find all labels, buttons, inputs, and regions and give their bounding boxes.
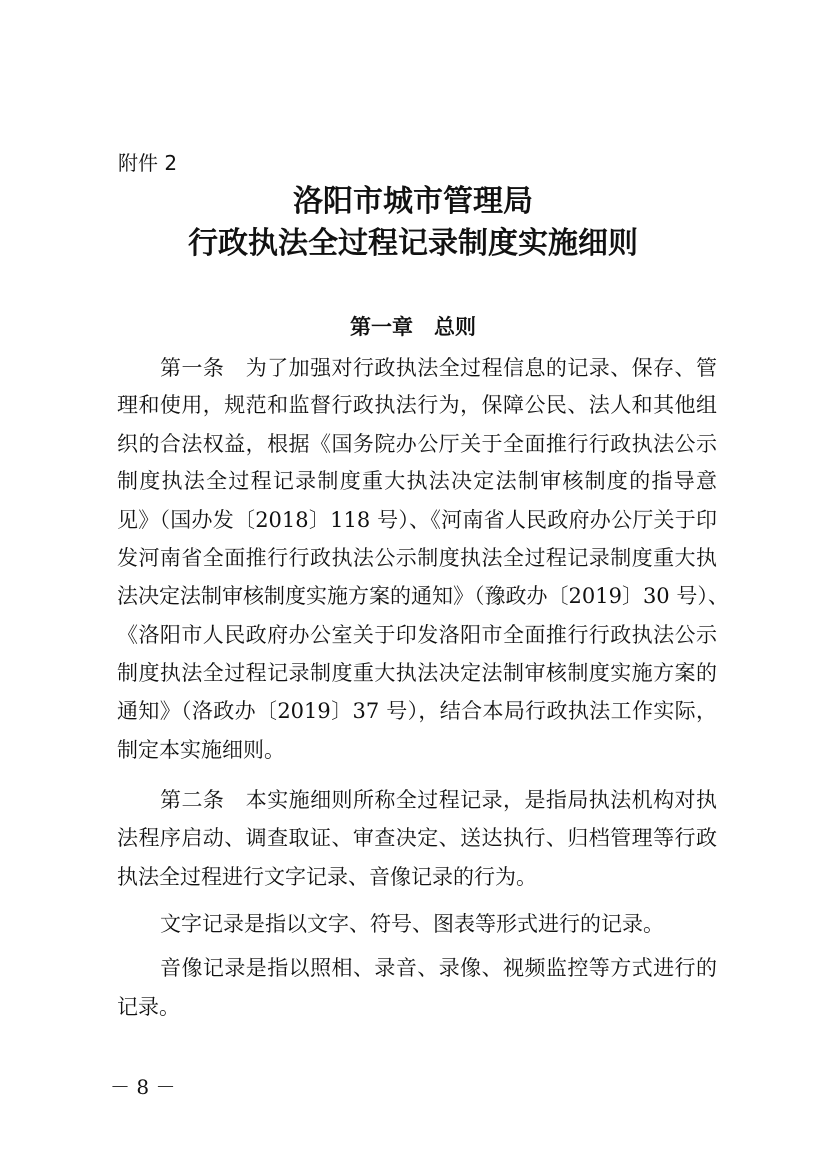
body-line: 制定本实施细则。 — [117, 738, 285, 762]
attachment-label: 附件 2 — [118, 151, 178, 175]
chapter-heading: 第一章 总则 — [350, 315, 476, 339]
body-line: 制度执法全过程记录制度重大执法决定法制审核制度实施方案的 — [117, 661, 717, 685]
body-line: 第二条 本实施细则所称全过程记录，是指局执法机构对执 — [160, 788, 717, 812]
body-line: 制度执法全过程记录制度重大执法决定法制审核制度的指导意 — [117, 469, 717, 493]
body-line: 执法全过程进行文字记录、音像记录的行为。 — [117, 865, 537, 889]
body-line: 发河南省全面推行行政执法公示制度执法全过程记录制度重大执 — [117, 546, 717, 570]
page-number: － 8 － — [110, 1075, 176, 1099]
document-title-line-2: 行政执法全过程记录制度实施细则 — [188, 226, 638, 261]
body-line: 第一条 为了加强对行政执法全过程信息的记录、保存、管 — [160, 356, 717, 380]
body-line: 法程序启动、调查取证、审查决定、送达执行、归档管理等行政 — [117, 826, 717, 850]
body-line: 理和使用，规范和监督行政执法行为，保障公民、法人和其他组 — [117, 393, 717, 417]
body-line: 法决定法制审核制度实施方案的通知》（豫政办〔2019〕30 号）、 — [117, 584, 729, 608]
document-title-line-1: 洛阳市城市管理局 — [293, 184, 533, 219]
body-line: 见》（国办发〔2018〕118 号）、《河南省人民政府办公厅关于印 — [117, 508, 717, 532]
body-line: 《洛阳市人民政府办公室关于印发洛阳市全面推行行政执法公示 — [117, 623, 717, 647]
body-line: 通知》（洛政办〔2019〕37 号），结合本局行政执法工作实际， — [117, 699, 717, 723]
body-line: 记录。 — [117, 995, 180, 1019]
body-line: 织的合法权益，根据《国务院办公厅关于全面推行行政执法公示 — [117, 432, 717, 456]
body-line: 音像记录是指以照相、录音、录像、视频监控等方式进行的 — [160, 956, 717, 980]
body-line: 文字记录是指以文字、符号、图表等形式进行的记录。 — [160, 912, 664, 936]
